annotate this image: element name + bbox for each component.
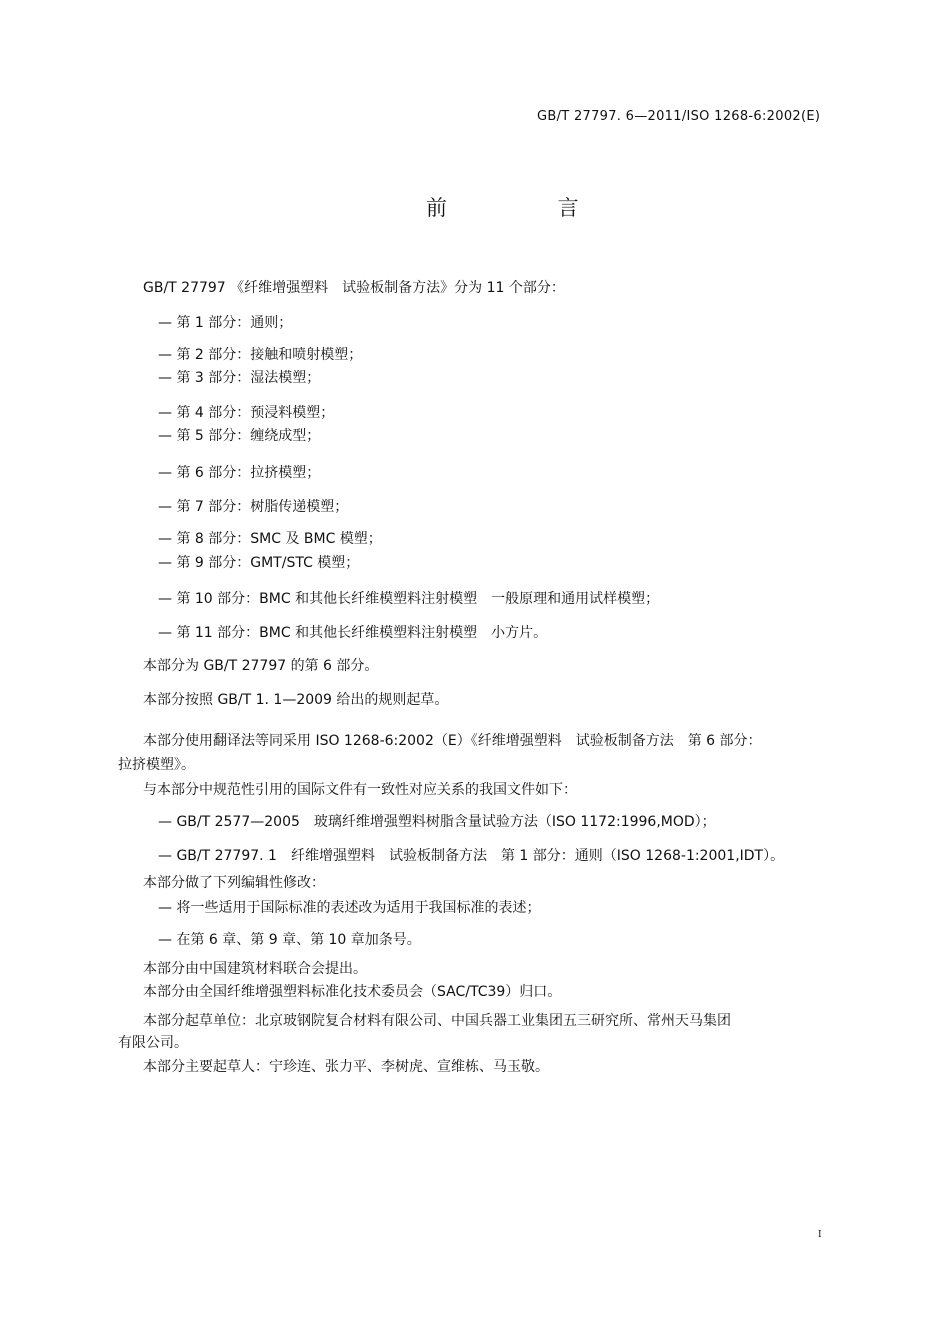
paragraph-editorial: 本部分做了下列编辑性修改： — [143, 875, 325, 891]
part-item: — 第 6 部分：拉挤模塑； — [158, 465, 321, 481]
part-item: — 第 1 部分：通则； — [158, 315, 293, 331]
part-item: — 第 9 部分：GMT/STC 模塑； — [158, 555, 360, 571]
editorial-item: — 将一些适用于国际标准的表述改为适用于我国标准的表述； — [158, 900, 541, 916]
part-item: — 第 4 部分：预浸料模塑； — [158, 405, 335, 421]
paragraph-is-part: 本部分为 GB/T 27797 的第 6 部分。 — [143, 658, 379, 674]
part-item: — 第 3 部分：湿法模塑； — [158, 370, 321, 386]
paragraph-centralized: 本部分由全国纤维增强塑料标准化技术委员会（SAC/TC39）归口。 — [143, 984, 562, 1000]
paragraph-drafters: 本部分主要起草人：宁珍连、张力平、李树虎、宣维栋、马玉敬。 — [143, 1059, 549, 1075]
paragraph-translation-continued: 拉挤模塑》。 — [118, 757, 195, 773]
reference-item: — GB/T 2577—2005 玻璃纤维增强塑料树脂含量试验方法（ISO 1172:1996,MOD）； — [158, 814, 716, 830]
paragraph-proposed: 本部分由中国建筑材料联合会提出。 — [143, 961, 367, 977]
intro-paragraph: GB/T 27797 《纤维增强塑料 试验板制备方法》分为 11 个部分： — [143, 280, 565, 296]
part-item: — 第 7 部分：树脂传递模塑； — [158, 499, 349, 515]
paragraph-correspondence: 与本部分中规范性引用的国际文件有一致性对应关系的我国文件如下： — [143, 782, 577, 798]
paragraph-translation: 本部分使用翻译法等同采用 ISO 1268-6:2002（E）《纤维增强塑料 试验板制备方法 第 6 部分： — [143, 733, 762, 749]
part-item: — 第 5 部分：缠绕成型； — [158, 428, 321, 444]
editorial-item: — 在第 6 章、第 9 章、第 10 章加条号。 — [158, 932, 421, 948]
reference-item: — GB/T 27797. 1 纤维增强塑料 试验板制备方法 第 1 部分：通则（ISO 1268-1:2001,IDT）。 — [158, 848, 785, 864]
part-item: — 第 10 部分：BMC 和其他长纤维模塑料注射模塑 一般原理和通用试样模塑； — [158, 591, 660, 607]
part-item: — 第 2 部分：接触和喷射模塑； — [158, 347, 363, 363]
paragraph-drafting-units-continued: 有限公司。 — [118, 1035, 188, 1051]
part-item: — 第 11 部分：BMC 和其他长纤维模塑料注射模塑 小方片。 — [158, 625, 548, 641]
standard-number: GB/T 27797. 6—2011/ISO 1268-6:2002(E) — [537, 109, 821, 124]
paragraph-drafting-units: 本部分起草单位：北京玻钢院复合材料有限公司、中国兵器工业集团五三研究所、常州天马集团 — [143, 1013, 731, 1029]
paragraph-drafting-rule: 本部分按照 GB/T 1. 1—2009 给出的规则起草。 — [143, 692, 449, 708]
page-folio: I — [818, 1230, 822, 1240]
part-item: — 第 8 部分：SMC 及 BMC 模塑； — [158, 531, 382, 547]
page-title: 前 言 — [426, 196, 631, 220]
